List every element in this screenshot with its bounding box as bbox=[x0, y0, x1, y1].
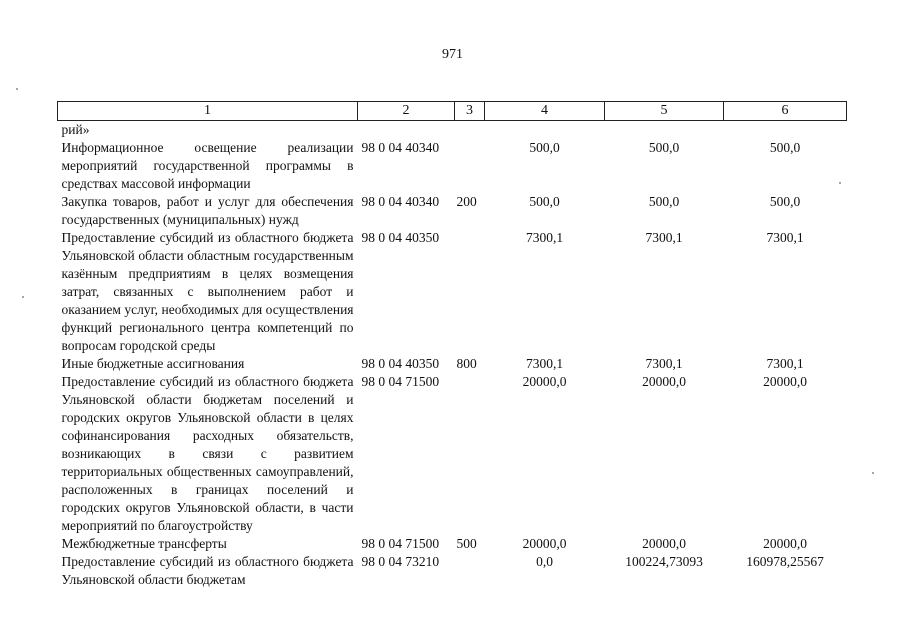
row-code: 98 0 04 40340 bbox=[361, 140, 440, 155]
header-col-4: 4 bbox=[485, 102, 605, 121]
row-code: 98 0 04 71500 bbox=[361, 536, 440, 551]
row-type bbox=[455, 373, 485, 535]
row-name: Предоставление субсидий из областного бюджета Ульяновской области областным государственным казённым предприятиям в целях возмещения затрат, связанных с выполнением работ и оказанием услуг, необходимых для осуществления функций регионального центра компетенций по вопросам городской среды bbox=[61, 230, 354, 353]
scan-speck bbox=[22, 296, 24, 298]
row-name: Закупка товаров, работ и услуг для обеспечения государственных (муниципальных) нужд bbox=[61, 194, 354, 227]
row-value-1: 7300,1 bbox=[525, 356, 564, 371]
row-value-2: 500,0 bbox=[648, 194, 680, 209]
row-name: рий» bbox=[61, 122, 90, 137]
table-row bbox=[58, 373, 847, 535]
row-name: Информационное освещение реализации мероприятий государственной программы в средствах массовой информации bbox=[61, 140, 354, 191]
row-value-2: 7300,1 bbox=[645, 356, 683, 371]
row-value-3: 20000,0 bbox=[763, 536, 807, 551]
row-code: 98 0 04 71500 bbox=[361, 374, 440, 389]
row-value-2 bbox=[605, 121, 724, 140]
header-row bbox=[58, 102, 847, 121]
table-header bbox=[58, 102, 847, 121]
row-value-2: 500,0 bbox=[648, 140, 680, 155]
table-row bbox=[58, 193, 847, 229]
row-code: 98 0 04 73210 bbox=[361, 554, 440, 569]
row-code: 98 0 04 40350 bbox=[361, 230, 440, 245]
row-type bbox=[455, 139, 485, 193]
row-value-3: 20000,0 bbox=[763, 374, 807, 389]
row-type bbox=[455, 121, 485, 140]
table-row bbox=[58, 535, 847, 553]
row-name: Иные бюджетные ассигнования bbox=[61, 356, 245, 371]
row-value-1: 20000,0 bbox=[522, 374, 567, 389]
row-value-3: 500,0 bbox=[769, 194, 801, 209]
header-col-3: 3 bbox=[455, 102, 485, 121]
scan-speck bbox=[872, 472, 874, 474]
budget-table bbox=[57, 101, 847, 589]
row-type: 200 bbox=[456, 194, 477, 209]
header-col-2: 2 bbox=[358, 102, 455, 121]
row-type bbox=[455, 553, 485, 589]
row-value-2: 20000,0 bbox=[642, 374, 686, 389]
row-name: Предоставление субсидий из областного бюджета Ульяновской области бюджетам поселений и городских округов Ульяновской области в целях софинансирования расходных обязательств, возникающих в связи с развитием территориальных общественных самоуправлений, расположенных в границах поселений и городских округов Ульяновской области, в части мероприятий по благоустройству bbox=[61, 374, 354, 533]
header-col-6: 6 bbox=[724, 102, 847, 121]
row-name: Межбюджетные трансферты bbox=[61, 536, 227, 551]
row-value-3: 160978,25567 bbox=[746, 554, 824, 569]
table-row bbox=[58, 355, 847, 373]
row-value-2: 100224,73093 bbox=[625, 554, 703, 569]
table-row bbox=[58, 121, 847, 140]
row-type bbox=[455, 229, 485, 355]
row-value-3: 7300,1 bbox=[766, 356, 804, 371]
row-name: Предоставление субсидий из областного бюджета Ульяновской области бюджетам bbox=[61, 554, 354, 587]
page-number: 971 bbox=[442, 47, 463, 62]
row-code: 98 0 04 40340 bbox=[361, 194, 440, 209]
row-value-1: 7300,1 bbox=[525, 230, 564, 245]
row-value-1: 0,0 bbox=[536, 554, 553, 569]
row-value-3 bbox=[724, 121, 847, 140]
table-row bbox=[58, 139, 847, 193]
table-row bbox=[58, 553, 847, 589]
table-row bbox=[58, 229, 847, 355]
row-value-1: 500,0 bbox=[529, 194, 560, 209]
row-value-1 bbox=[485, 121, 605, 140]
row-value-1: 500,0 bbox=[529, 140, 560, 155]
row-code: 98 0 04 40350 bbox=[361, 356, 440, 371]
row-value-2: 7300,1 bbox=[645, 230, 683, 245]
scan-speck bbox=[16, 88, 18, 90]
row-type: 500 bbox=[456, 536, 477, 551]
header-col-1: 1 bbox=[58, 102, 358, 121]
row-value-3: 7300,1 bbox=[766, 230, 804, 245]
row-value-2: 20000,0 bbox=[642, 536, 686, 551]
row-code bbox=[358, 121, 455, 140]
scan-speck bbox=[839, 182, 841, 184]
row-value-3: 500,0 bbox=[769, 140, 801, 155]
row-type: 800 bbox=[456, 356, 477, 371]
row-value-1: 20000,0 bbox=[522, 536, 567, 551]
header-col-5: 5 bbox=[605, 102, 724, 121]
